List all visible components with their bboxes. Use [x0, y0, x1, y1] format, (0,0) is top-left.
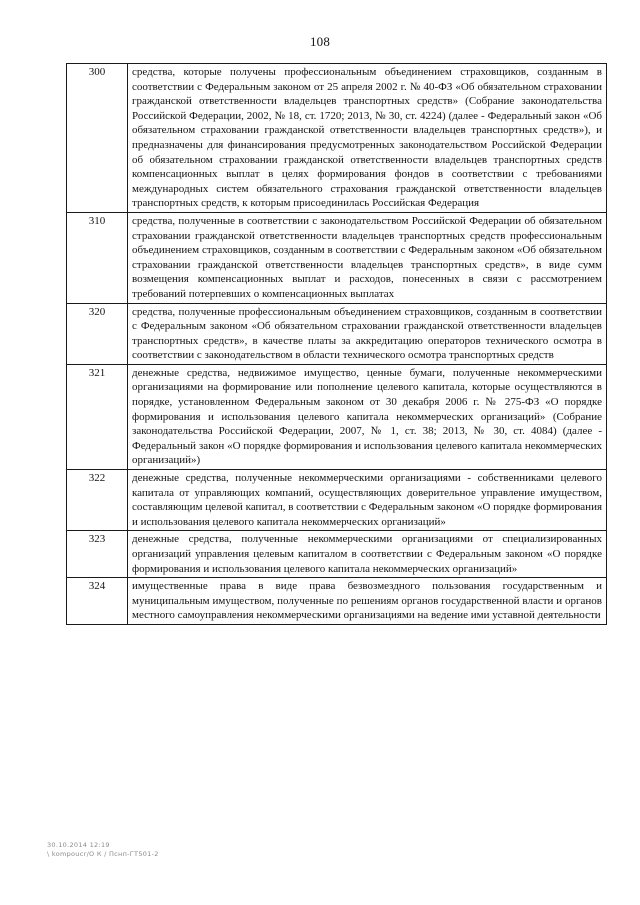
table-row — [67, 64, 607, 213]
table-row — [67, 364, 607, 469]
table-row — [67, 212, 607, 303]
footer-file-path: \ kompoucr/О К / Пснп-ГТ501-2 — [47, 850, 159, 858]
code-cell: 324 — [67, 578, 128, 625]
code-cell: 322 — [67, 470, 128, 531]
code-cell: 323 — [67, 531, 128, 578]
table-row — [67, 531, 607, 578]
page-number: 108 — [309, 34, 331, 49]
code-cell: 300 — [67, 64, 128, 213]
code-cell: 321 — [67, 364, 128, 469]
description-cell: денежные средства, полученные некоммерческими организациями от специализированных организаций управления целевым капиталом в соответствии с Федеральным законом «О порядке формирования и использования целевого капитала некоммерческих организаций» — [128, 531, 607, 578]
footer-timestamp: 30.10.2014 12:19 — [47, 841, 110, 849]
code-cell: 310 — [67, 212, 128, 303]
description-cell: средства, полученные профессиональным объединением страховщиков, созданным в соответствии с Федеральным законом «Об обязательном страховании гражданской ответственности владельцев транспортных средств», в качестве платы за аккредитацию операторов технического осмотра в соответствии с законодательством в области технического осмотра транспортных средств — [128, 303, 607, 364]
table-row — [67, 303, 607, 364]
description-cell: средства, которые получены профессиональным объединением страховщиков, созданным в соответствии с Федеральным законом от 25 апреля 2002 г. № 40-ФЗ «Об обязательном страховании гражданской ответственности владельцев транспортных средств» (Собрание законодательства Российской Федерации, 2002, № 18, ст. 1720; 2013, № 30, ст. 4224) (далее - Федеральный закон «Об обязательном страховании гражданской ответственности владельцев транспортных средств»), и предназначены для финансирования предусмотренных законодательством Российской Федерации об обязательном страховании гражданской ответственности владельцев транспортных средств компенсационных выплат в целях формирования фондов в соответствии с требованиями международных систем обязательного страхования гражданской ответственности владельцев транспортных средств, к которым присоединилась Российская Федерация — [128, 64, 607, 213]
description-cell: имущественные права в виде права безвозмездного пользования государственным и муниципальным имуществом, полученные по решениям органов государственной власти и органов местного самоуправления некоммерческими организациями на ведение ими уставной деятельности — [128, 578, 607, 625]
table-row — [67, 470, 607, 531]
description-cell: денежные средства, полученные некоммерческими организациями - собственниками целевого капитала от управляющих компаний, осуществляющих доверительное управление имуществом, составляющим целевой капитал, в соответствии с Федеральным законом «О порядке формирования и использования целевого капитала некоммерческих организаций» — [128, 470, 607, 531]
description-cell: денежные средства, недвижимое имущество, ценные бумаги, полученные некоммерческими организациями на формирование или пополнение целевого капитала, которые осуществляются в порядке, установленном Федеральным законом от 30 декабря 2006 г. № 275-ФЗ «О порядке формирования и использования целевого капитала некоммерческих организаций» (Собрание законодательства Российской Федерации, 2007, № 1, ст. 38; 2013, № 30, ст. 4084) (далее - Федеральный закон «О порядке формирования и использования целевого капитала некоммерческих организаций») — [128, 364, 607, 469]
document-footer — [47, 841, 159, 859]
description-cell: средства, полученные в соответствии с законодательством Российской Федерации об обязательном страховании гражданской ответственности владельцев транспортных средств профессиональным объединением страховщиков, созданным в соответствии с Федеральным законом «Об обязательном страховании гражданской ответственности владельцев транспортных средств», в виде сумм возмещения компенсационных выплат и расходов, понесенных в связи с рассмотрением требований потерпевших о компенсационных выплатах — [128, 212, 607, 303]
table-row — [67, 578, 607, 625]
code-cell: 320 — [67, 303, 128, 364]
income-codes-table — [66, 63, 607, 625]
